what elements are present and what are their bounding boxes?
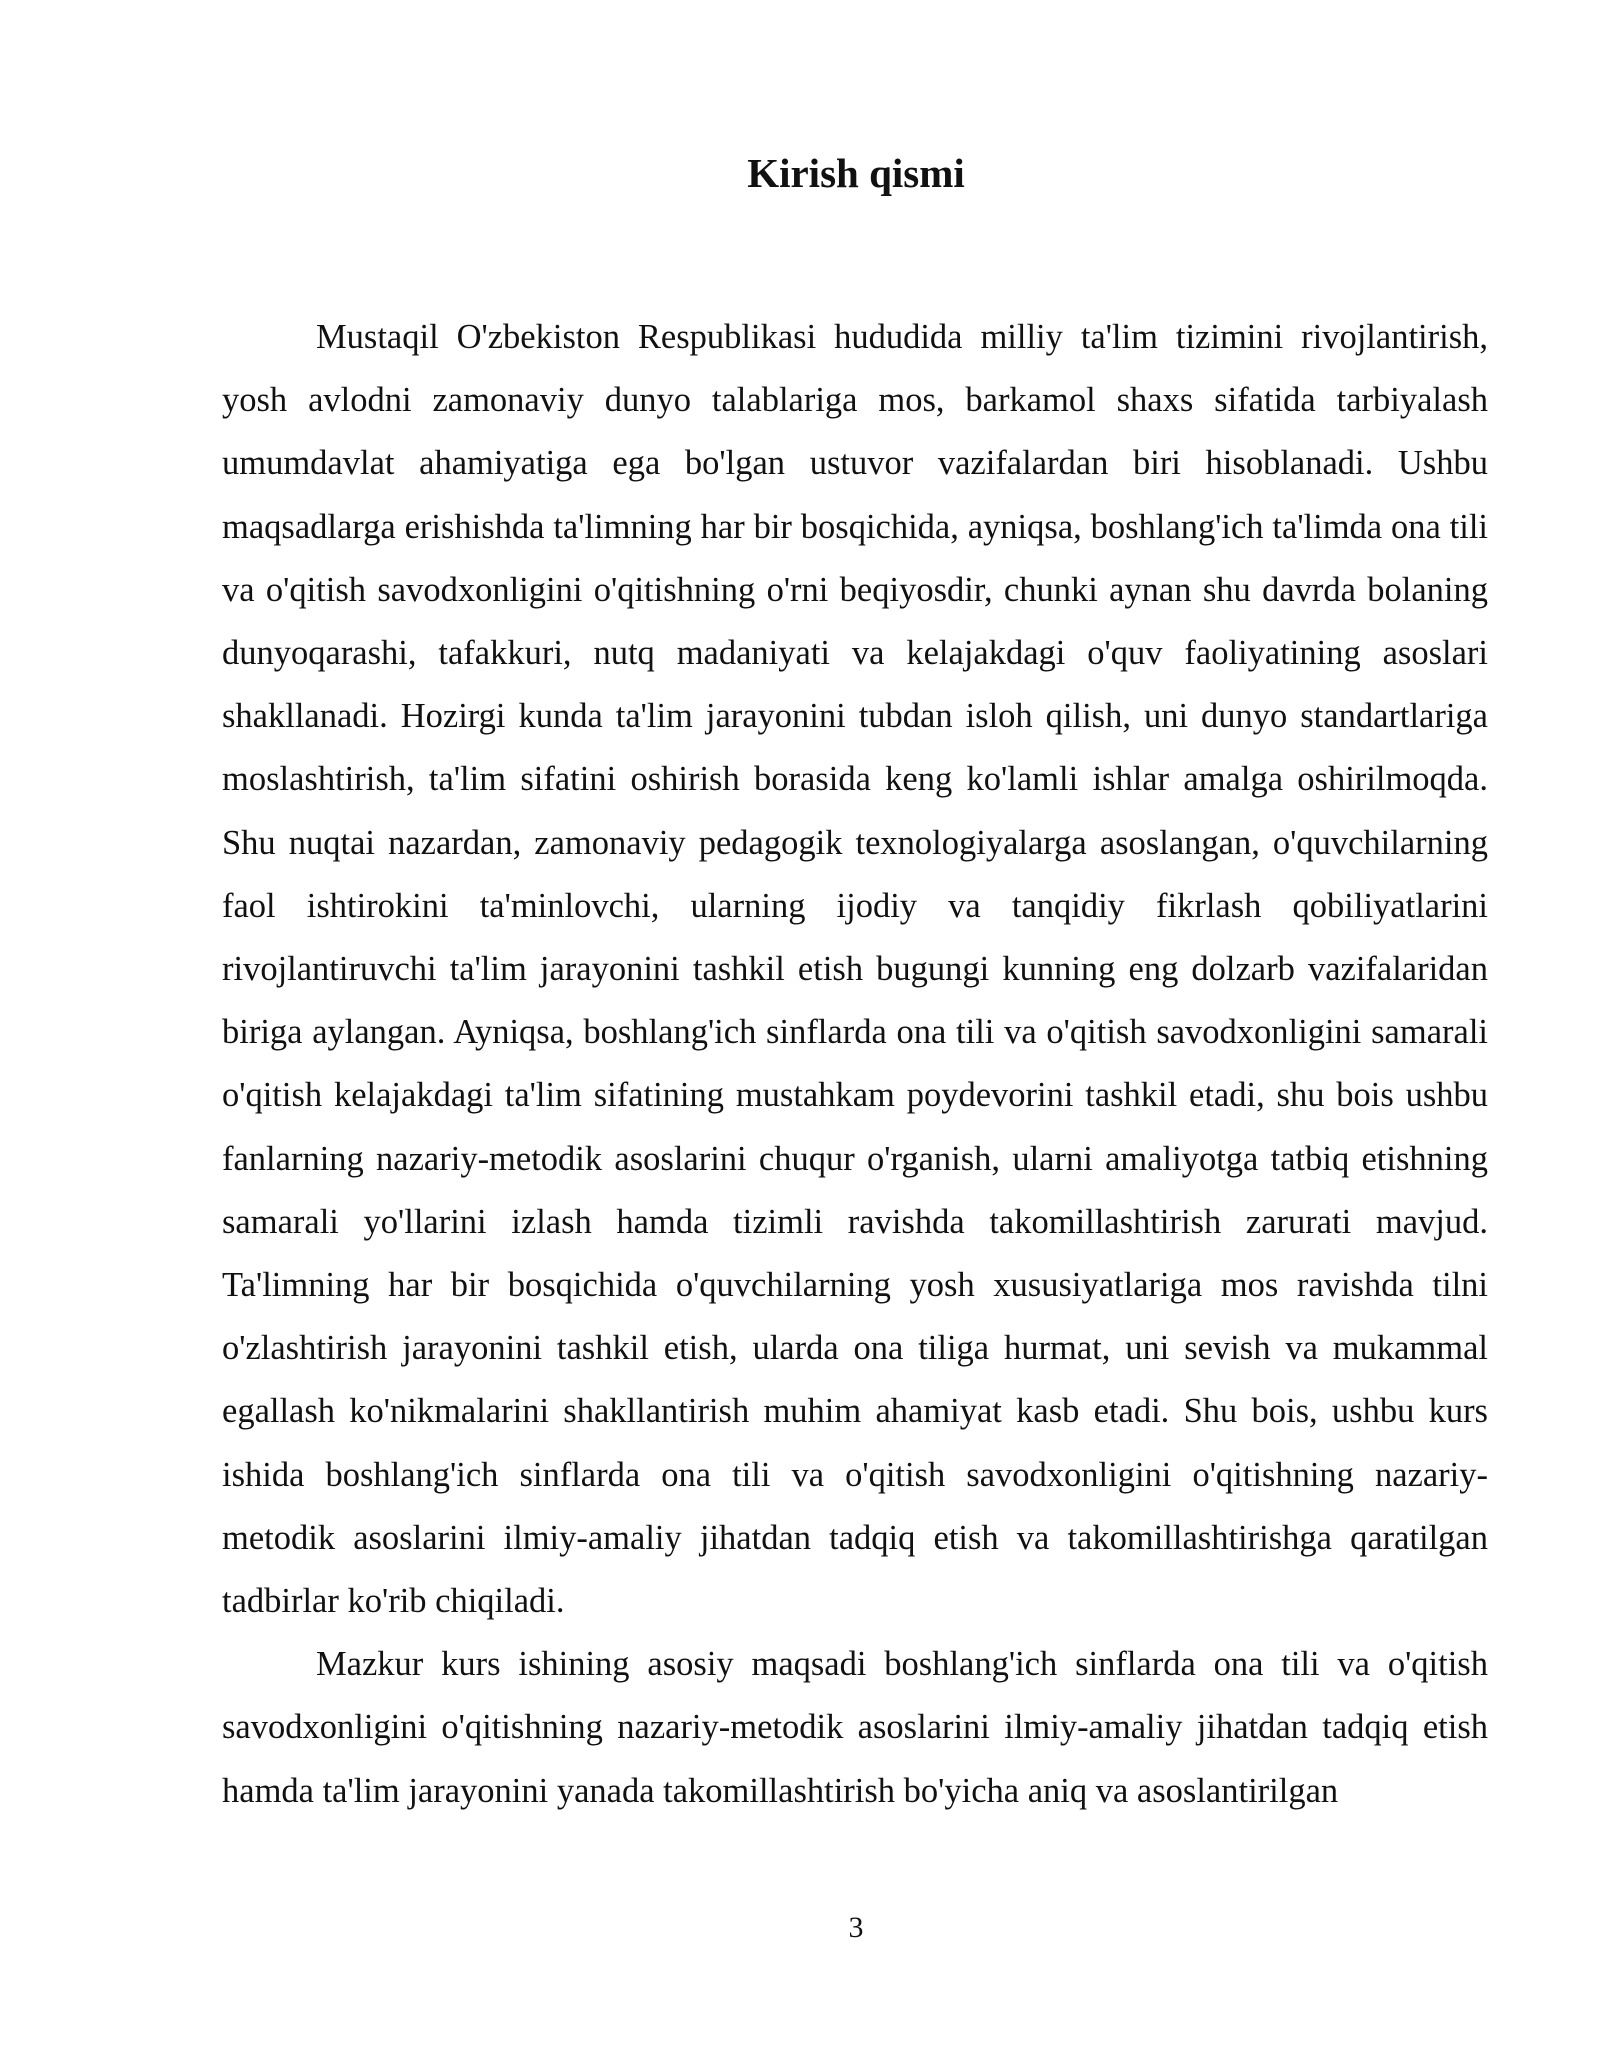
paragraph-2: Mazkur kurs ishining asosiy maqsadi boshlang'ich sinflarda ona tili va o'qitish savodxonligini o'qitishning nazariy-metodik asoslarini ilmiy-amaliy jihatdan tadqiq etish hamda ta'lim jarayonini yanada takomillashtirish bo'yicha aniq va asoslantirilgan	[222, 1645, 1488, 1810]
page-title: Kirish qismi	[747, 150, 965, 196]
paragraph-1: Mustaqil O'zbekiston Respublikasi hududida milliy ta'lim tizimini rivojlantirish, yosh avlodni zamonaviy dunyo talablariga mos, barkamol shaxs sifatida tarbiyalash umumdavlat ahamiyatiga ega bo'lgan ustuvor vazifalardan biri hisoblanadi. Ushbu maqsadlarga erishishda ta'limning har bir bosqichida, ayniqsa, boshlang'ich ta'limda ona tili va o'qitish savodxonligini o'qitishning o'rni beqiyosdir, chunki aynan shu davrda bolaning dunyoqarashi, tafakkuri, nutq madaniyati va kelajakdagi o'quv faoliyatining asoslari shakllanadi. Hozirgi kunda ta'lim jarayonini tubdan isloh qilish, uni dunyo standartlariga moslashtirish, ta'lim sifatini oshirish borasida keng ko'lamli ishlar amalga oshirilmoqda. Shu nuqtai nazardan, zamonaviy pedagogik texnologiyalarga asoslangan, o'quvchilarning faol ishtirokini ta'minlovchi, ularning ijodiy va tanqidiy fikrlash qobiliyatlarini rivojlantiruvchi ta'lim jarayonini tashkil etish bugungi kunning eng dolzarb vazifalaridan biriga aylangan. Ayniqsa, boshlang'ich sinflarda ona tili va o'qitish savodxonligini samarali o'qitish kelajakdagi ta'lim sifatining mustahkam poydevorini tashkil etadi, shu bois ushbu fanlarning nazariy-metodik asoslarini chuqur o'rganish, ularni amaliyotga tatbiq etishning samarali yo'llarini izlash hamda tizimli ravishda takomillashtirish zarurati mavjud. Ta'limning har bir bosqichida o'quvchilarning yosh xususiyatlariga mos ravishda tilni o'zlashtirish jarayonini tashkil etish, ularda ona tiliga hurmat, uni sevish va mukammal egallash ko'nikmalarini shakllantirish muhim ahamiyat kasb etadi. Shu bois, ushbu kurs ishida boshlang'ich sinflarda ona tili va o'qitish savodxonligini o'qitishning nazariy-metodik asoslarini ilmiy-amaliy jihatdan tadqiq etish va takomillashtirishga qaratilgan tadbirlar ko'rib chiqiladi.	[222, 318, 1488, 1621]
body-text	[222, 306, 1488, 1823]
page-number: 3	[848, 1911, 864, 1944]
